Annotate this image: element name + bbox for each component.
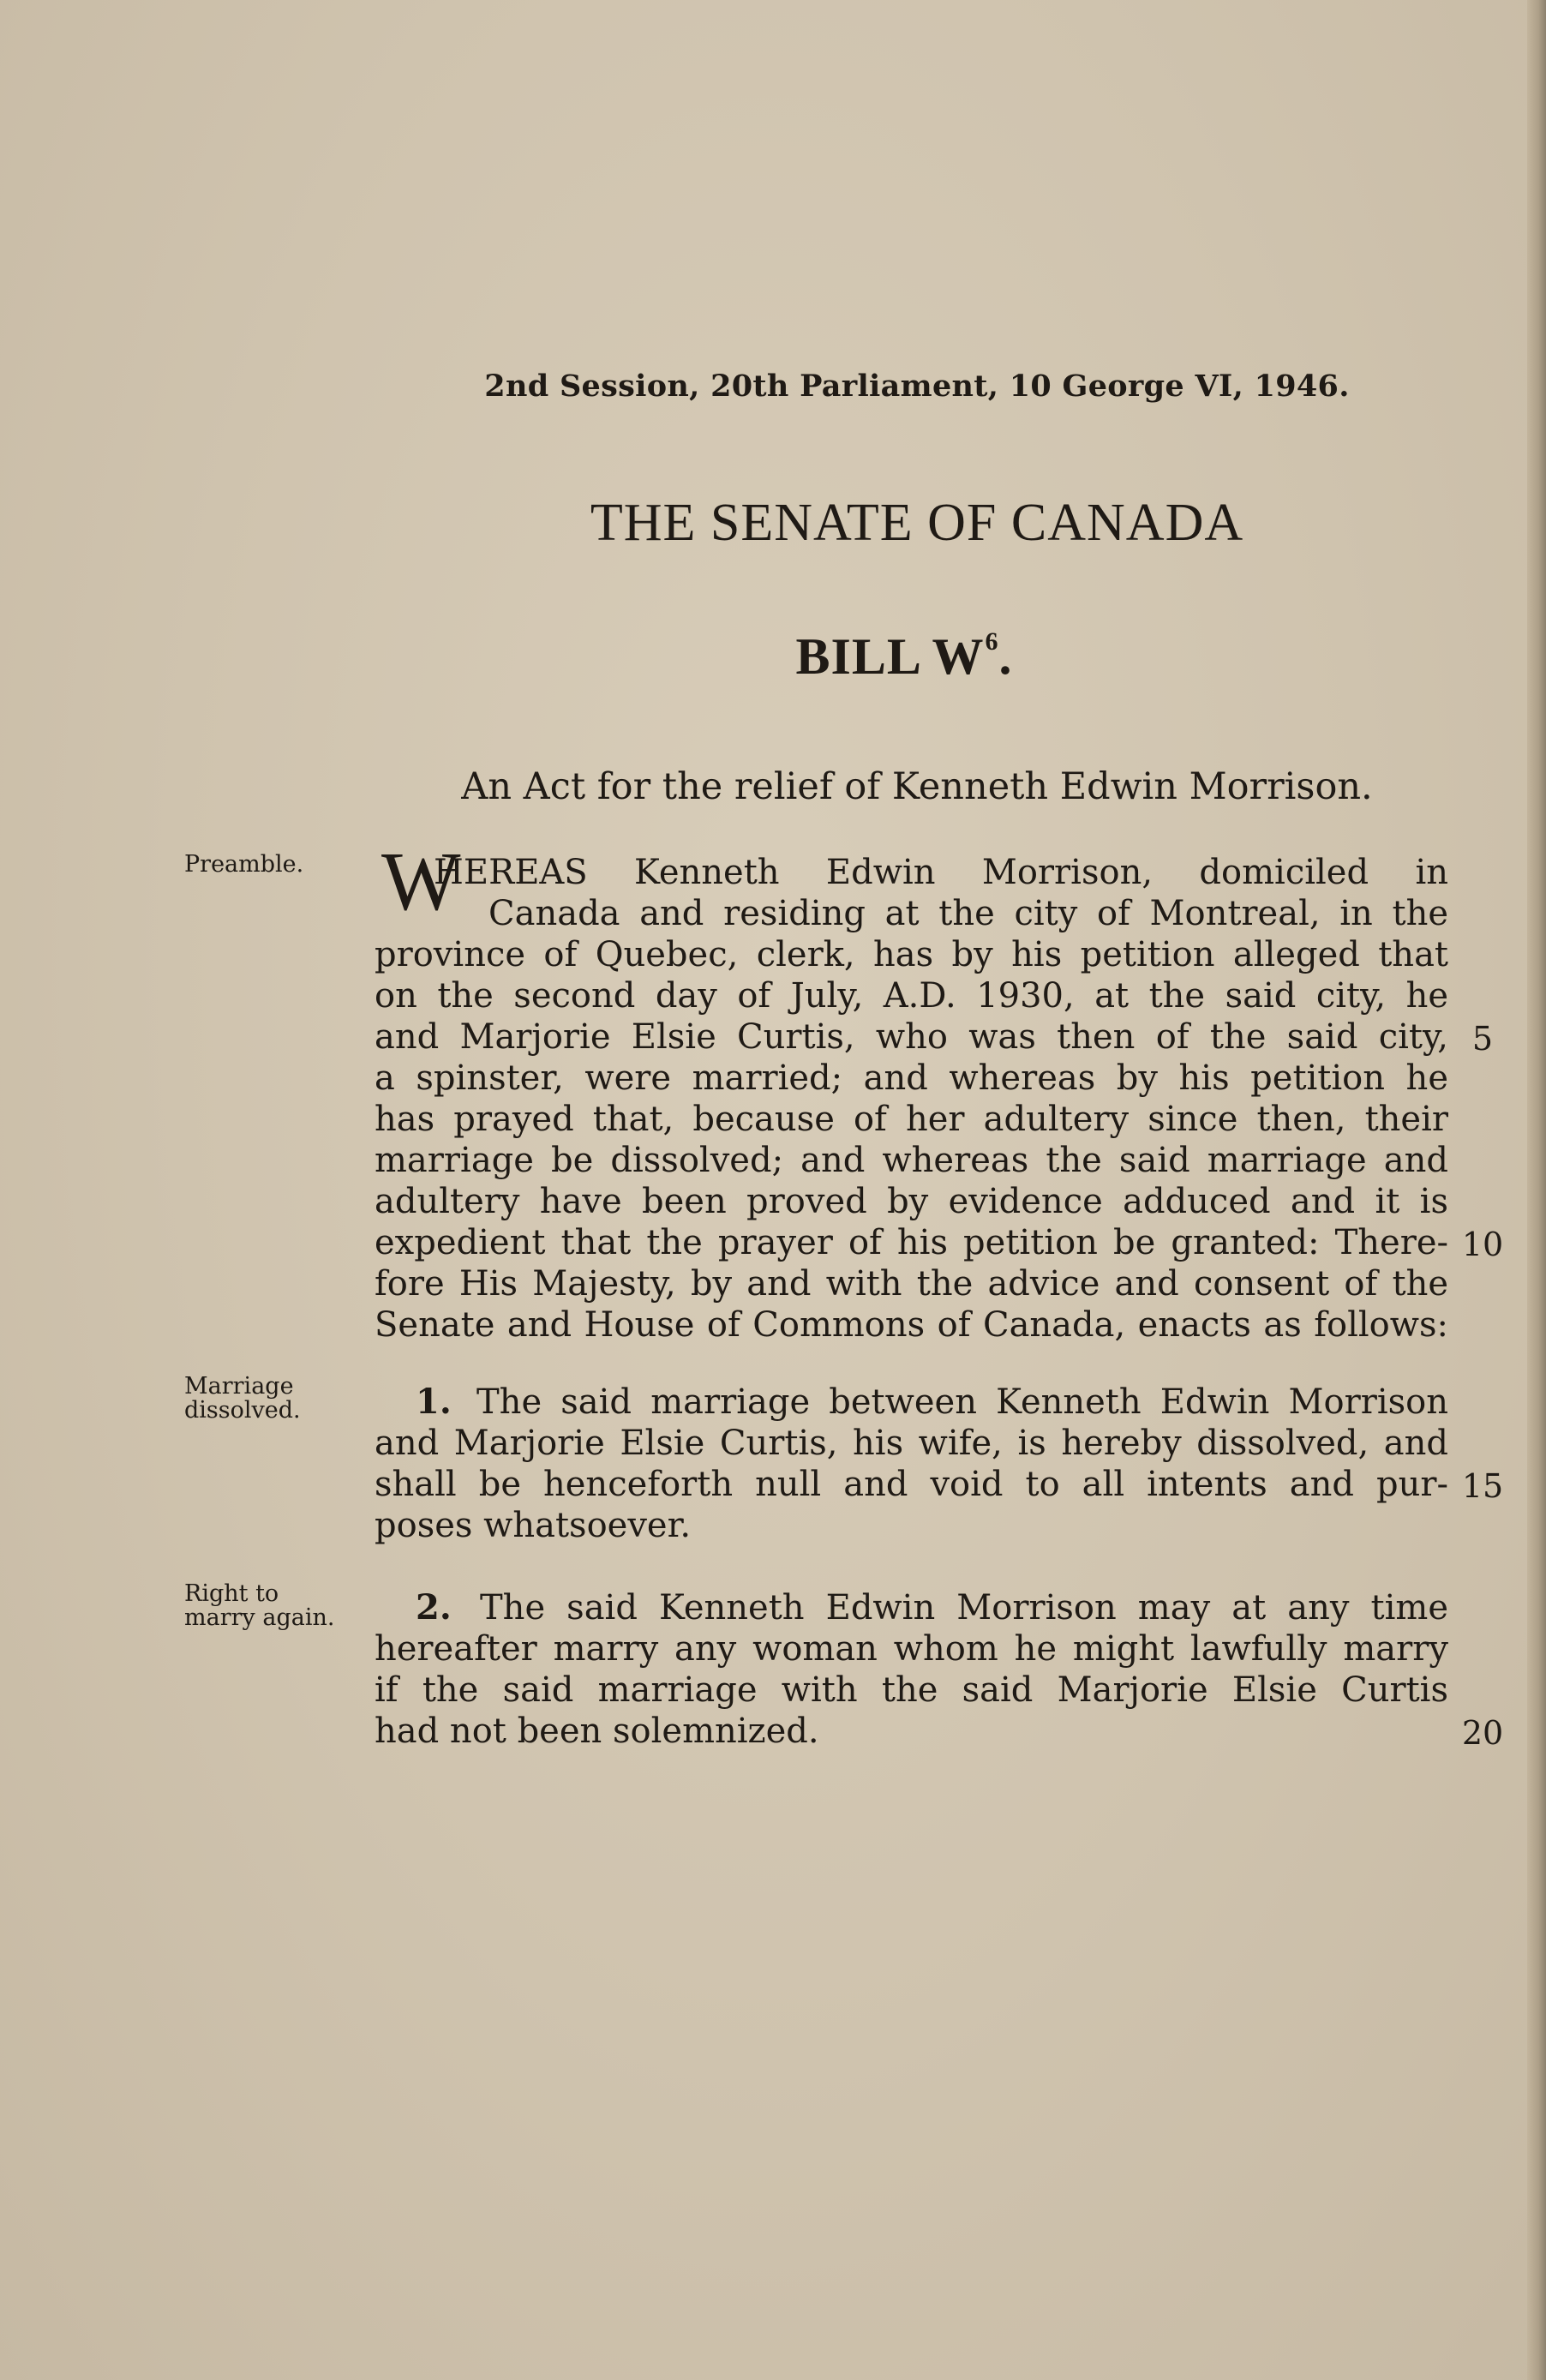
- margin-note-right-2: marry again.: [184, 1604, 335, 1631]
- act-title: An Act for the relief of Kenneth Edwin Morrison.: [461, 765, 1373, 808]
- section-2-number: 2.: [416, 1587, 452, 1628]
- line-number-10: 10: [1461, 1226, 1504, 1263]
- margin-note-preamble: Preamble.: [184, 851, 304, 878]
- preamble-line: a spinster, were married; and whereas by his petition he: [375, 1058, 1448, 1098]
- preamble-line: HEREAS Kenneth Edwin Morrison, domiciled in: [434, 853, 1448, 892]
- page-edge: [1527, 0, 1546, 2380]
- session-heading: 2nd Session, 20th Parliament, 10 George VI, 1946.: [484, 369, 1350, 404]
- section-1-line: shall be henceforth null and void to all intents and pur-: [375, 1465, 1448, 1504]
- line-number-20: 20: [1461, 1714, 1504, 1752]
- dropcap-letter: W: [381, 836, 461, 928]
- section-1-number: 1.: [416, 1382, 452, 1422]
- preamble-line: adultery have been proved by evidence adduced and it is: [375, 1182, 1448, 1221]
- bill-label: BILL W: [795, 628, 985, 685]
- section-1-line: The said marriage between Kenneth Edwin Morrison: [476, 1382, 1448, 1422]
- preamble-line: Senate and House of Commons of Canada, enacts as follows:: [375, 1305, 1448, 1345]
- margin-note-right-1: Right to: [184, 1580, 279, 1607]
- section-2-line: The said Kenneth Edwin Morrison may at any time: [480, 1588, 1448, 1628]
- margin-note-marriage-1: Marriage: [184, 1373, 294, 1400]
- chamber-title: THE SENATE OF CANADA: [590, 494, 1244, 552]
- preamble-line: province of Quebec, clerk, has by his petition alleged that: [375, 935, 1448, 974]
- section-1-line: poses whatsoever.: [375, 1506, 692, 1545]
- preamble-line: Canada and residing at the city of Montreal, in the: [488, 894, 1448, 933]
- bill-number: [0, 627, 1546, 686]
- margin-note-marriage-2: dissolved.: [184, 1397, 301, 1424]
- preamble-line: and Marjorie Elsie Curtis, who was then of the said city,: [375, 1017, 1448, 1057]
- preamble-line: marriage be dissolved; and whereas the said marriage and: [375, 1141, 1448, 1180]
- preamble-line: fore His Majesty, by and with the advice and consent of the: [375, 1264, 1448, 1304]
- preamble-line: has prayed that, because of her adultery since then, their: [375, 1100, 1448, 1139]
- section-1-line: and Marjorie Elsie Curtis, his wife, is hereby dissolved, and: [375, 1424, 1448, 1463]
- bill-superscript: 6: [985, 627, 999, 656]
- line-number-15: 15: [1461, 1467, 1504, 1505]
- bill-period: .: [998, 628, 1013, 685]
- section-2-line: if the said marriage with the said Marjorie Elsie Curtis: [375, 1670, 1448, 1710]
- section-2-line: had not been solemnized.: [375, 1712, 819, 1751]
- preamble-line: on the second day of July, A.D. 1930, at the said city, he: [375, 976, 1448, 1016]
- line-number-5: 5: [1471, 1020, 1494, 1058]
- preamble-line: expedient that the prayer of his petition be granted: There-: [375, 1223, 1448, 1262]
- section-2-line: hereafter marry any woman whom he might lawfully marry: [375, 1629, 1448, 1669]
